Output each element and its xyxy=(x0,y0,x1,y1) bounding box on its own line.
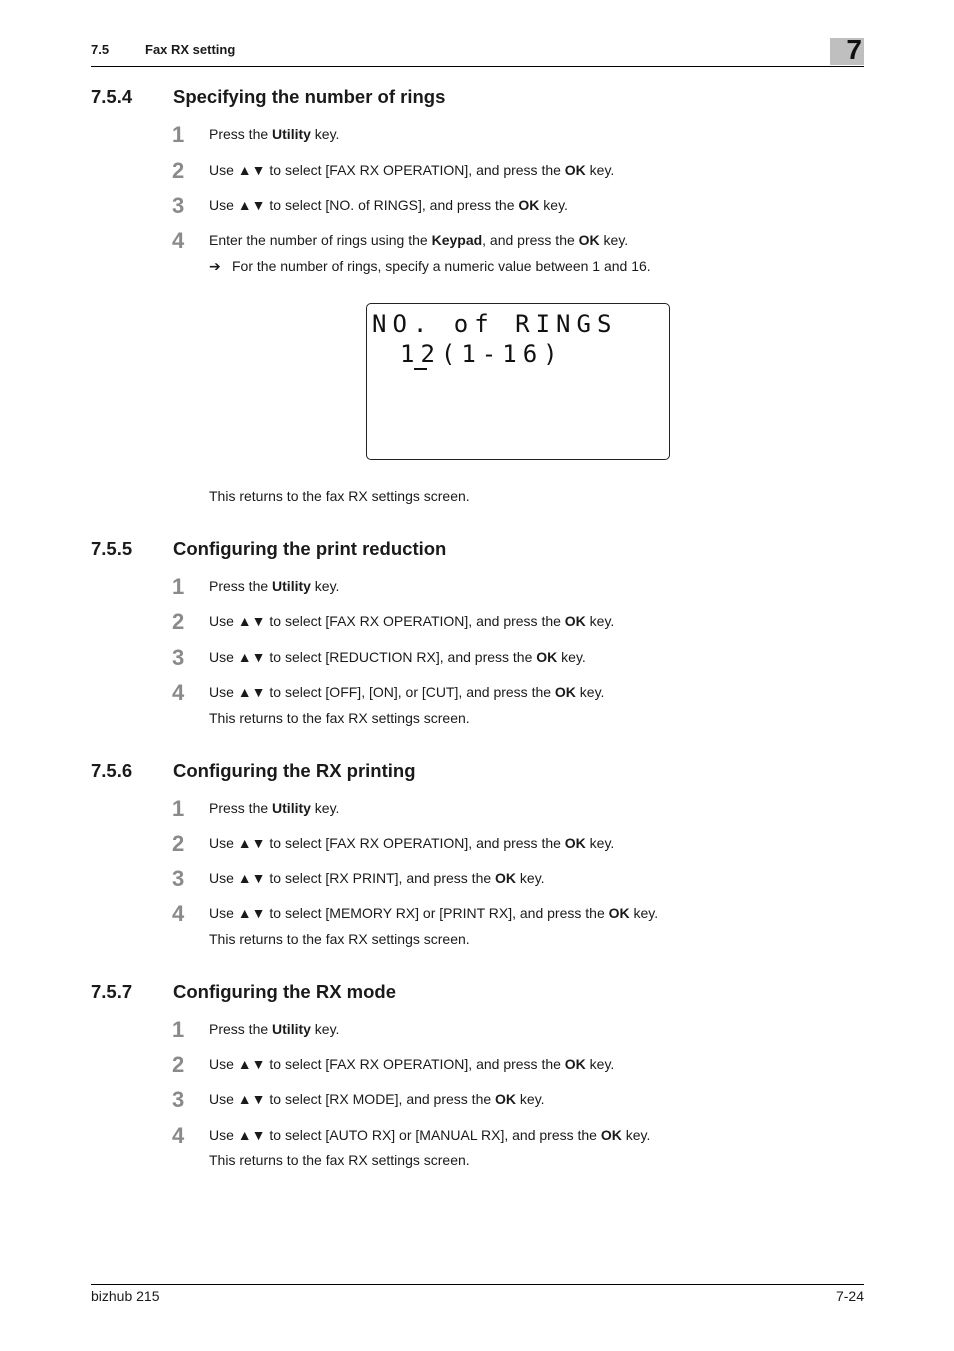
step-text: Press the Utility key. xyxy=(209,1021,340,1037)
lcd-range: (1-16) xyxy=(440,340,564,368)
section-number: 7.5.4 xyxy=(91,86,133,107)
step-number: 3 xyxy=(172,645,185,670)
product-name: bizhub 215 xyxy=(91,1288,160,1304)
step-number: 1 xyxy=(172,122,185,147)
result-text: This returns to the fax RX settings screen. xyxy=(209,1152,470,1168)
step-text: Enter the number of rings using the Keypad, and press the OK key. xyxy=(209,232,629,248)
step-item xyxy=(172,158,852,190)
arrow-note: For the number of rings, specify a numeric value between 1 and 16. xyxy=(232,258,651,274)
step-number: 4 xyxy=(172,228,185,253)
key-name: Utility xyxy=(272,1021,311,1037)
step-item xyxy=(172,901,852,933)
step-number: 1 xyxy=(172,574,185,599)
step-text: Use ▲▼ to select [MEMORY RX] or [PRINT RX], and press the OK key. xyxy=(209,905,659,921)
key-name: OK xyxy=(554,684,576,700)
section-number: 7.5.7 xyxy=(91,981,133,1002)
lcd-display xyxy=(366,303,670,460)
step-number: 4 xyxy=(172,901,185,926)
step-number: 2 xyxy=(172,609,185,634)
result-text: This returns to the fax RX settings screen. xyxy=(209,931,470,947)
section-number: 7.5.6 xyxy=(91,760,133,781)
step-text: Use ▲▼ to select [FAX RX OPERATION], and press the OK key. xyxy=(209,162,615,178)
section-title: Configuring the RX printing xyxy=(173,760,416,781)
lcd-cursor-digit: 2 xyxy=(420,340,441,368)
step-item xyxy=(172,1052,852,1084)
lcd-value-digit: 1 xyxy=(400,340,421,368)
step-item xyxy=(172,680,852,712)
step-text: Use ▲▼ to select [FAX RX OPERATION], and press the OK key. xyxy=(209,1056,615,1072)
step-item xyxy=(172,193,852,225)
lcd-line-1: NO. of RINGS xyxy=(372,310,618,338)
key-name: Keypad xyxy=(431,232,483,248)
key-name: Utility xyxy=(272,126,311,142)
result-text: This returns to the fax RX settings screen. xyxy=(209,710,470,726)
section-title: Configuring the RX mode xyxy=(173,981,397,1002)
key-name: OK xyxy=(564,1056,586,1072)
key-name: Utility xyxy=(272,800,311,816)
step-item xyxy=(172,122,852,154)
step-text: Press the Utility key. xyxy=(209,800,340,816)
step-item xyxy=(172,574,852,606)
section-heading-7-5-5 xyxy=(91,538,446,560)
key-name: OK xyxy=(578,232,600,248)
result-text: This returns to the fax RX settings screen. xyxy=(209,488,470,504)
chapter-number: 7 xyxy=(846,34,862,65)
step-text: Press the Utility key. xyxy=(209,578,340,594)
chapter-tab xyxy=(830,34,864,65)
section-heading-7-5-6 xyxy=(91,760,416,782)
step-number: 1 xyxy=(172,1017,185,1042)
arrow-icon: ➔ xyxy=(209,258,221,274)
page-number: 7-24 xyxy=(835,1288,864,1304)
section-number: 7.5.5 xyxy=(91,538,133,559)
key-name: OK xyxy=(495,870,517,886)
lcd-line-2 xyxy=(400,340,564,368)
section-title: Configuring the print reduction xyxy=(173,538,447,559)
key-name: OK xyxy=(564,162,586,178)
key-name: OK xyxy=(600,1127,622,1143)
header-section-title: Fax RX setting xyxy=(145,42,236,57)
step-item xyxy=(172,609,852,641)
step-item xyxy=(172,796,852,828)
section-heading-7-5-7 xyxy=(91,981,396,1003)
step-number: 3 xyxy=(172,1087,185,1112)
step-text: Use ▲▼ to select [FAX RX OPERATION], and press the OK key. xyxy=(209,835,615,851)
step-item xyxy=(172,645,852,677)
step-number: 1 xyxy=(172,796,185,821)
page-header xyxy=(91,34,864,67)
step-text: Use ▲▼ to select [FAX RX OPERATION], and press the OK key. xyxy=(209,613,615,629)
step-number: 4 xyxy=(172,1123,185,1148)
step-text: Use ▲▼ to select [RX PRINT], and press the OK key. xyxy=(209,870,545,886)
key-name: OK xyxy=(608,905,630,921)
header-section-number: 7.5 xyxy=(91,42,110,57)
step-text: Press the Utility key. xyxy=(209,126,340,142)
lcd-cursor xyxy=(414,368,427,370)
step-item xyxy=(172,831,852,863)
section-heading-7-5-4 xyxy=(91,86,445,108)
step-number: 4 xyxy=(172,680,185,705)
step-text: Use ▲▼ to select [REDUCTION RX], and press the OK key. xyxy=(209,649,586,665)
step-number: 3 xyxy=(172,866,185,891)
step-number: 2 xyxy=(172,1052,185,1077)
key-name: OK xyxy=(495,1091,517,1107)
page-footer xyxy=(91,1284,864,1304)
key-name: OK xyxy=(536,649,558,665)
step-text: Use ▲▼ to select [NO. of RINGS], and press the OK key. xyxy=(209,197,568,213)
step-text: Use ▲▼ to select [RX MODE], and press the OK key. xyxy=(209,1091,545,1107)
step-item xyxy=(172,866,852,898)
step-item xyxy=(172,228,852,260)
step-text: Use ▲▼ to select [AUTO RX] or [MANUAL RX], and press the OK key. xyxy=(209,1127,651,1143)
key-name: Utility xyxy=(272,578,311,594)
key-name: OK xyxy=(564,613,586,629)
step-text: Use ▲▼ to select [OFF], [ON], or [CUT], and press the OK key. xyxy=(209,684,605,700)
key-name: OK xyxy=(518,197,540,213)
section-title: Specifying the number of rings xyxy=(173,86,446,107)
step-number: 3 xyxy=(172,193,185,218)
step-item xyxy=(172,1087,852,1119)
step-item xyxy=(172,1123,852,1155)
key-name: OK xyxy=(564,835,586,851)
step-item xyxy=(172,1017,852,1049)
step-number: 2 xyxy=(172,831,185,856)
step-number: 2 xyxy=(172,158,185,183)
